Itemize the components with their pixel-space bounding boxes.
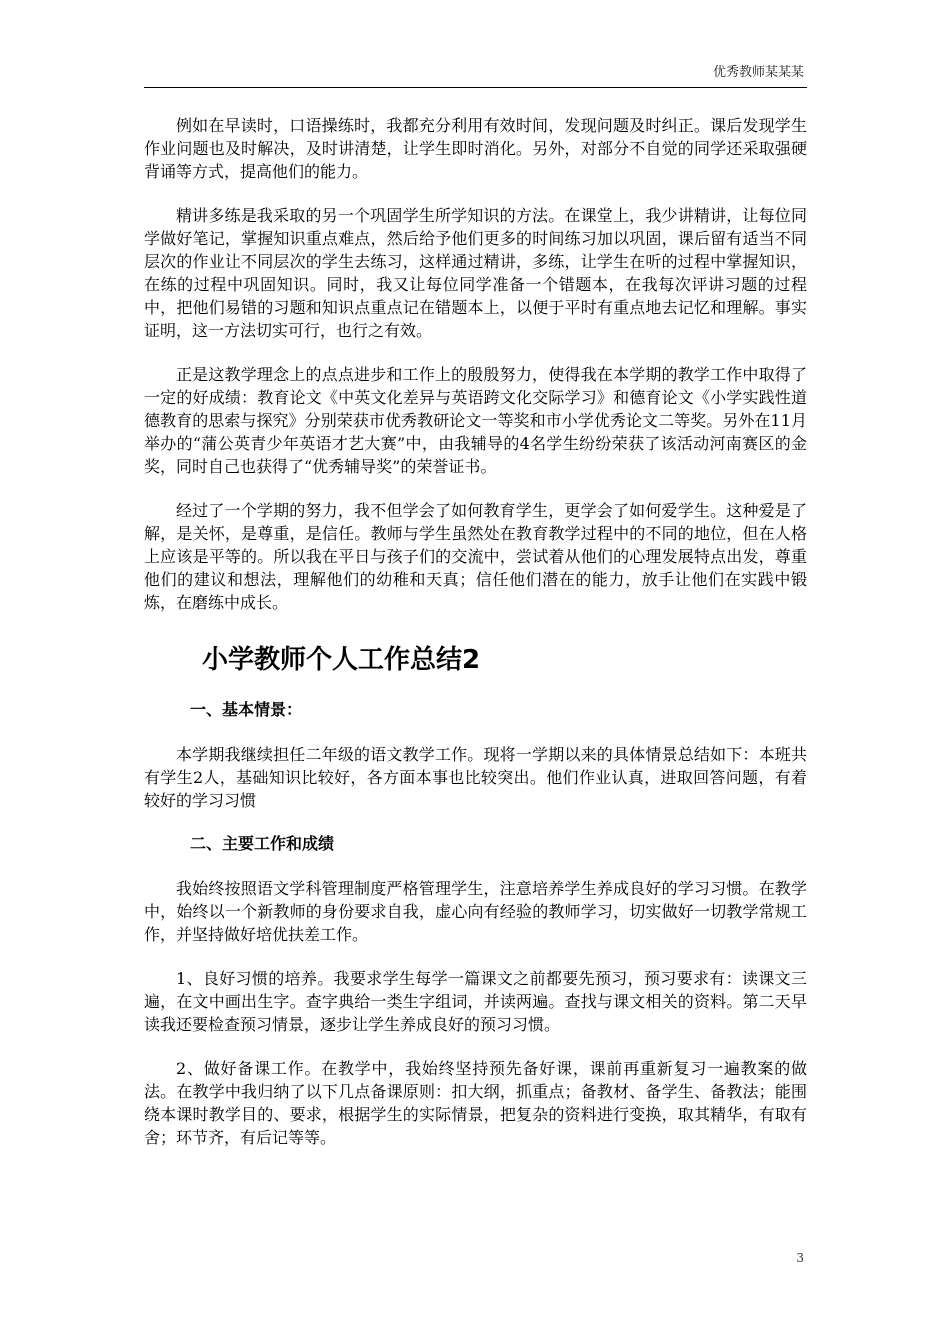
document-body <box>144 114 807 1170</box>
paragraph: 例如在早读时，口语操练时，我都充分利用有效时间，发现问题及时纠正。课后发现学生作业问题也及时解决，及时讲清楚，让学生即时消化。另外，对部分不自觉的同学还采取强硬背诵等方式，提高他们的能力。 <box>144 116 807 181</box>
paragraph: 我始终按照语文学科管理制度严格管理学生，注意培养学生养成良好的学习习惯。在教学中，始终以一个新教师的身份要求自我，虚心向有经验的教师学习，切实做好一切教学常规工作，并坚持做好培优扶差工作。 <box>144 879 807 944</box>
document-title: 小学教师个人工作总结2 <box>202 645 481 675</box>
section-heading-main-work: 二、主要工作和成绩 <box>190 834 335 853</box>
paragraph: 经过了一个学期的努力，我不但学会了如何教育学生，更学会了如何爱学生。这种爱是了解，是关怀，是尊重，是信任。教师与学生虽然处在教育教学过程中的不同的地位，但在人格上应该是平等的。所以我在平日与孩子们的交流中，尝试着从他们的心理发展特点出发，尊重他们的建议和想法，理解他们的幼稚和天真；信任他们潜在的能力，放手让他们在实践中锻炼，在磨练中成长。 <box>144 501 807 612</box>
paragraph: 2、做好备课工作。在教学中，我始终坚持预先备好课，课前再重新复习一遍教案的做法。在教学中我归纳了以下几点备课原则：扣大纲，抓重点；备教材、备学生、备教法；能围绕本课时教学目的、要求，根据学生的实际情景，把复杂的资料进行变换，取其精华，有取有舍；环节齐，有后记等等。 <box>144 1059 807 1147</box>
paragraph: 精讲多练是我采取的另一个巩固学生所学知识的方法。在课堂上，我少讲精讲，让每位同学做好笔记，掌握知识重点难点，然后给予他们更多的时间练习加以巩固，课后留有适当不同层次的作业让不同层次的学生去练习，这样通过精讲，多练，让学生在听的过程中掌握知识，在练的过程中巩固知识。同时，我又让每位同学准备一个错题本，在我每次评讲习题的过程中，把他们易错的习题和知识点重点记在错题本上，以便于平时有重点地去记忆和理解。事实证明，这一方法切实可行，也行之有效。 <box>144 206 807 340</box>
paragraph: 正是这教学理念上的点点进步和工作上的殷殷努力，使得我在本学期的教学工作中取得了一定的好成绩：教育论文《中英文化差异与英语跨文化交际学习》和德育论文《小学实践性道德教育的思索与探究》分别荣获市优秀教研论文一等奖和市小学优秀论文二等奖。另外在11月举办的“蒲公英青少年英语才艺大赛”中，由我辅导的4名学生纷纷荣获了该活动河南赛区的金奖，同时自己也获得了“优秀辅导奖”的荣誉证书。 <box>144 365 807 476</box>
page-number: 3 <box>796 1251 804 1265</box>
paragraph: 本学期我继续担任二年级的语文教学工作。现将一学期以来的具体情景总结如下：本班共有学生2人，基础知识比较好，各方面本事也比较突出。他们作业认真，进取回答问题，有着较好的学习习惯 <box>144 745 807 810</box>
header-rule <box>144 87 807 88</box>
section-heading-basic: 一、基本情景： <box>190 700 303 719</box>
page-header-text: 优秀教师某某某 <box>712 65 804 80</box>
paragraph: 1、良好习惯的培养。我要求学生每学一篇课文之前都要先预习，预习要求有：读课文三遍，在文中画出生字。查字典给一类生字组词，并读两遍。查找与课文相关的资料。第二天早读我还要检查预习情景，逐步让学生养成良好的预习习惯。 <box>144 969 807 1034</box>
